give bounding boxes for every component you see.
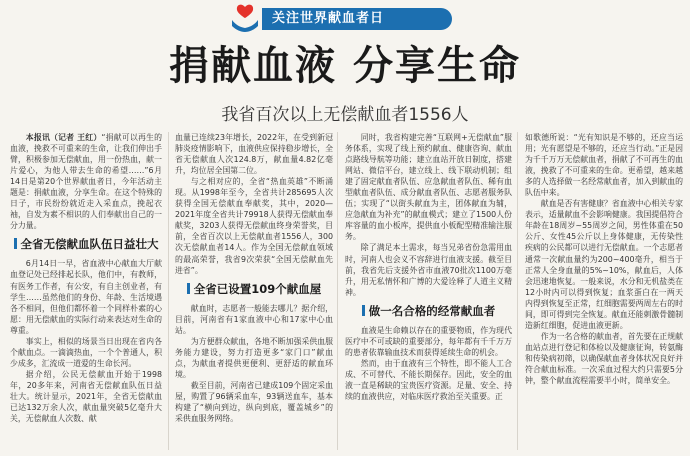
column-divider — [517, 132, 518, 450]
paragraph: 截至目前，河南省已建成109个固定采血屋，购置了96辆采血车，93辆送血车，基本构建了“横向到边，纵向到底，覆盖城乡”的采供血服务网络。 — [175, 380, 333, 424]
section-heading: 做一名合格的经常献血者 — [345, 304, 512, 319]
paragraph: 与之相对应的，全省“热血英雄”不断涌现。从1998年至今，全省共计285695人次获得全国无偿献血奉献奖，其中，2020—2021年度全省共计79918人获得无偿献血奉献奖，3203人获得无偿献血终身荣誉奖，目前，全省百次以上无偿献血者1556人，300次无偿献血者14人。作为全国无偿献血领域的最高荣誉，我省9次荣获“全国无偿献血先进省”。 — [175, 177, 333, 275]
paragraph: 献血是否有害健康？省血液中心相关专家表示，适量献血不会影响健康。我国提倡符合年龄在18周岁~55周岁之间，男性体重在50公斤、女性45公斤以上身体健康，无传染性疾病的公民都可以进行无偿献血。一个志愿者通常一次献血量约为200~400毫升，相当于正常人全身血量的5%~10%，献血后，人体会迅速地恢复。一般来说，水分和无机盐类在12小时内可以得到恢复；血浆蛋白在一两天内得到恢复至正常，红细胞需要两周左右的时间，即可得到完全恢复。献血还能刺激骨髓制造新红细胞，促进血液更新。 — [525, 199, 683, 330]
paragraph: 作为一名合格的献血者，首先要在正规献血站点进行登记和体检以及健康征询，转氨酶和传染病初筛，以确保献血者身体状况良好并符合献血标准。一次采血过程大约只需要5分钟，整个献血流程需要半小时，简单安全。 — [525, 331, 683, 386]
paragraph: 然而，由于血液有三个特性，即不能人工合成、不可替代、不能长期保存。因此，安全的血液一直是稀缺的宝贵医疗资源。足量、安全、持续的血液供应，对临床医疗救治至关重要。正 — [345, 358, 512, 401]
paragraph: 为方便群众献血，各地不断加强采供血服务能力建设，努力打造更多“家门口”献血点，为献血者提供更便利、更舒适的献血环境。 — [175, 336, 333, 379]
column-banner — [0, 0, 690, 36]
paragraph: 据介绍，公民无偿献血开始于1998年，20多年来，河南省无偿献血队伍日益壮大。统计显示，2021年，全省无偿献血已达132万余人次，献血量突破5亿毫升大关，无偿献血人次数、献 — [10, 369, 162, 424]
paragraph: 本报讯（记者 王红）“捐献可以再生的血液，挽救不可重来的生命，让我们伸出手臂，积极参加无偿献血，用一份热血，献一片爱心，为他人带去生命的希望……”6月14日是第20个世界献血者日，今年活动主题是：捐献血液，分享生命。在这个特殊的日子，市民纷纷就近走入采血点，挽起衣袖，自发为素不相识的人们奉献出自己的一分力量。 — [10, 133, 162, 231]
section-marker — [187, 283, 190, 294]
section-heading: 全省已设置109个献血屋 — [175, 282, 333, 297]
byline: 本报讯（记者 王红） — [25, 133, 102, 142]
paragraph: 除了满足本土需求，每当兄弟省份急需用血时，河南人也会义不容辞进行血液支援。截至目前，我省先后支援外省市血液70批次1100万毫升，用无私情怀和广博的大爱诠释了人道主义精神。 — [345, 243, 512, 297]
paragraph: 血量已连续23年增长，2022年，在受到新冠肺炎疫情影响下，血液供应保持稳步增长，全省无偿献血人次124.8万，献血量4.82亿毫升，均位居全国第二位。 — [175, 133, 333, 176]
article-column-1 — [10, 132, 162, 424]
column-divider — [168, 132, 169, 450]
headline: 捐献血液 分享生命 — [169, 43, 521, 89]
subheadline: 我省百次以上无偿献血者1556人 — [221, 105, 469, 125]
article-column-2 — [175, 132, 333, 424]
article-column-4 — [525, 132, 683, 386]
paragraph: 如歌德所说：“光有知识是不够的，还应当运用；光有愿望是不够的，还应当行动。”正是因为千千万万无偿献血者，捐献了不可再生的血液，挽救了不可重来的生命。更希望，越来越多的人选择做一名经常献血者，加入到献血的队伍中来。 — [525, 133, 683, 198]
paragraph: 同时，我省构建完善“互联网+无偿献血”服务体系，实现了线上预约献血、健康咨询、献血点路线导航等功能；建立血站开放日制度，搭建网站、微信平台，建立线上、线下联动机制；组建了固定献血者队伍、应急献血者队伍、稀有血型献血者队伍、成分献血者队伍、志愿者服务队伍；实现了“以街头献血为主，团体献血为辅，应急献血为补充”的献血模式；建立了1500人份库容量的血小板库，提供血小板配型精准输注服务。 — [345, 133, 512, 242]
blood-donation-hand-heart-icon — [228, 2, 262, 34]
paragraph: 血液是生命赖以存在的重要物质，作为现代医疗中不可或缺的重要部分，每年都有千千万万的患者依靠输血技术而获得延续生命的机会。 — [345, 325, 512, 357]
paragraph: 献血时，志愿者一般能去哪儿？据介绍，目前，河南省有1家血液中心和17家中心血站。 — [175, 303, 333, 335]
section-marker — [362, 305, 365, 316]
section-heading: 全省无偿献血队伍日益壮大 — [10, 237, 162, 252]
article-column-3 — [345, 132, 512, 402]
column-divider — [337, 132, 338, 450]
banner-title: 关注世界献血者日 — [272, 11, 385, 26]
section-marker — [14, 238, 17, 249]
paragraph: 事实上，相似的场景当日出现在省内各个献血点。一滴滴热血，一个个普通人，积少成多，汇流成一道爱的生命长河。 — [10, 336, 162, 368]
paragraph: 6月14日一早，省血液中心献血大厅献血登记处已经排起长队，他们中，有教师，有医务工作者，有公安，有自主创业者，有学生……虽然他们的身份、年龄、生活境遇各不相同，但他们都怀着一个同样朴素的心愿：用无偿献血的实际行动来表达对生命的尊重。 — [10, 259, 162, 335]
